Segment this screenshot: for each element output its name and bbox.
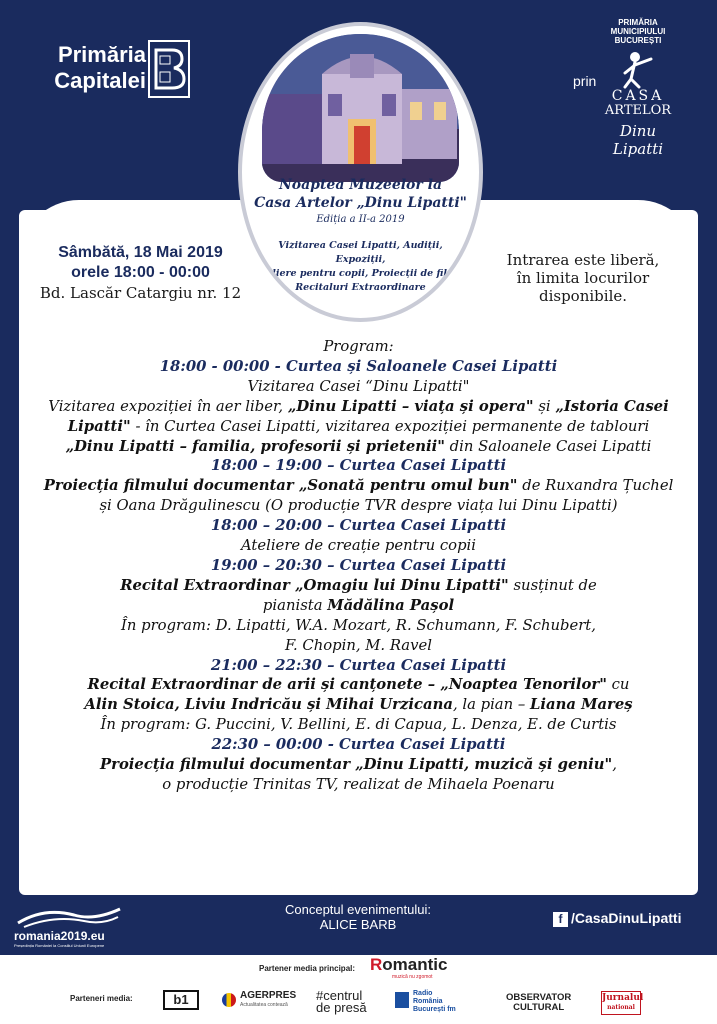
agerpres-text: AGERPRES	[240, 990, 297, 1001]
event-hours: orele 18:00 - 00:00	[71, 264, 210, 281]
text-part: cu	[606, 676, 630, 694]
exhibition-title: „Dinu Lipatti – familia, profesorii și prietenii"	[65, 437, 445, 455]
activities-line3: Recitaluri Extraordinare	[295, 282, 426, 293]
entry-line1: Intrarea este liberă,	[506, 251, 660, 269]
agerpres-icon	[222, 993, 236, 1007]
agerpres-subtext: Actualitatea contează	[240, 1002, 288, 1008]
text-part: din Saloanele Casei Lipatti	[444, 437, 652, 455]
slot5-line2	[28, 695, 689, 715]
observator-line1: OBSERVATOR	[506, 992, 572, 1003]
slot-heading-4: 19:00 – 20:30 – Curtea Casei Lipatti	[210, 556, 507, 574]
concept-label: Conceptul evenimentului:	[285, 902, 431, 917]
text-part: , la pian –	[452, 696, 530, 714]
event-title-line2: Casa Artelor „Dinu Lipatti"	[254, 195, 467, 211]
slot-heading-6: 22:30 – 00:00 - Curtea Casei Lipatti	[211, 736, 506, 754]
radio-line2: România	[413, 998, 443, 1005]
slot4-line1	[28, 576, 689, 596]
slot-heading-1: 18:00 - 00:00 - Curtea și Saloanele Casei Lipatti	[159, 357, 558, 375]
text-part: ,	[612, 756, 617, 774]
observator-line2: CULTURAL	[513, 1002, 565, 1013]
recital-title: Recital Extraordinar de arii și canțonete – „Noaptea Tenorilor"	[87, 676, 607, 694]
slot-heading-3: 18:00 – 20:00 – Curtea Casei Lipatti	[210, 517, 507, 535]
slot-heading-2: 18:00 – 19:00 – Curtea Casei Lipatti	[210, 457, 507, 475]
event-address: Bd. Lascăr Catargiu nr. 12	[39, 284, 242, 302]
exhibition-title: Lipatti"	[67, 417, 131, 435]
entry-info	[483, 251, 683, 305]
exhibition-title: „Dinu Lipatti – viața și opera"	[287, 397, 534, 415]
logo-text-line1: Primăria	[57, 42, 146, 67]
activities-line1: Vizitarea Casei Lipatti, Audiții, Expoziții,	[278, 240, 443, 265]
logo-primaria-line2: MUNICIPIULUI	[610, 27, 666, 36]
entry-line3: disponibile.	[538, 287, 628, 305]
bucharest-b-icon	[148, 40, 190, 98]
film-title: Proiecția filmului documentar „Dinu Lipatti, muzică și geniu"	[100, 756, 613, 774]
pianist-name: Liana Mareș	[529, 696, 633, 714]
slot6-line1	[28, 755, 689, 775]
jurnal-line1: Jurnalul	[602, 993, 644, 1003]
slot1-line1: Vizitarea Casei “Dinu Lipatti"	[247, 377, 470, 395]
b1-logo: b1	[163, 990, 199, 1010]
partners-label: Parteneri media:	[70, 994, 133, 1003]
romania2019-text: romania2019.eu	[14, 929, 105, 943]
event-date: Sâmbătă, 18 Mai 2019	[58, 244, 223, 261]
slot2-line2: și Oana Drăgulinescu (O producție TVR despre viața lui Dinu Lipatti)	[99, 497, 618, 515]
slot4-line2	[28, 596, 689, 616]
slot2-line1	[28, 476, 689, 496]
centrul-line1: #centrul	[316, 988, 363, 1003]
agerpres-logo	[222, 989, 302, 1013]
recital-title: Recital Extraordinar „Omagiu lui Dinu Lipatti"	[120, 576, 509, 594]
logo-artelor: ARTELOR	[604, 103, 672, 118]
slot-heading-5: 21:00 – 22:30 – Curtea Casei Lipatti	[210, 656, 507, 674]
slot1-line3	[28, 417, 689, 437]
film-title: Proiecția filmului documentar „Sonată pentru omul bun"	[43, 477, 518, 495]
slot6-line2: o producție Trinitas TV, realizat de Mihaela Poenaru	[162, 775, 555, 793]
program-label: Program:	[323, 338, 394, 355]
event-title-line1: Noaptea Muzeelor la	[278, 177, 443, 193]
observator-cultural-logo	[506, 993, 571, 1013]
exhibition-title: „Istoria Casei	[555, 397, 669, 415]
pianist-figure-icon	[613, 49, 663, 89]
slot5-line3: În program: G. Puccini, V. Bellini, E. di Capua, L. Denza, E. de Curtis	[100, 716, 617, 734]
romania2019-logo	[14, 903, 124, 948]
event-oval	[238, 22, 483, 322]
program-section	[28, 337, 689, 795]
logo-primaria-line3: BUCUREȘTI	[614, 36, 662, 45]
slot4-line3: În program: D. Lipatti, W.A. Mozart, R. Schumann, F. Schubert,	[121, 616, 596, 634]
logo-primaria-line1: PRIMĂRIA	[618, 18, 658, 27]
slot3-line1: Ateliere de creație pentru copii	[240, 537, 477, 555]
slot4-line4: F. Chopin, M. Ravel	[285, 636, 432, 654]
centrul-line2: de presă	[316, 1000, 367, 1015]
jurnalul-national-logo	[601, 991, 644, 1015]
jurnal-line2: national	[607, 1004, 635, 1011]
concept-name: ALICE BARB	[319, 917, 397, 932]
wave-icon	[14, 903, 124, 929]
activities-line2: Ateliere pentru copii, Proiecții de filme,	[254, 268, 467, 279]
primaria-capitalei-logo	[18, 40, 198, 110]
date-block	[33, 243, 248, 303]
pianist-name: Mădălina Pașol	[327, 596, 455, 614]
romantic-text: omantic	[382, 955, 448, 974]
facebook-icon: f	[553, 912, 568, 927]
logo-signature: Dinu Lipatti	[612, 122, 664, 158]
main-partner-label: Partener media principal:	[259, 964, 356, 973]
radio-line1: Radio	[413, 990, 433, 997]
text-part: susținut de	[508, 576, 597, 594]
radio-line3: București fm	[413, 1006, 456, 1013]
concept-block	[238, 902, 478, 932]
romantic-tagline: muzică nu zgomot	[392, 974, 433, 980]
house-photo	[262, 34, 459, 182]
radio-icon	[395, 992, 409, 1008]
centrul-de-presa-logo	[316, 990, 367, 1014]
performers: Alin Stoica, Liviu Indricău și Mihai Urzicana	[84, 696, 453, 714]
logo-casa: CASA	[611, 88, 665, 104]
text-part: pianista	[262, 596, 328, 614]
text-part: - în Curtea Casei Lipatti, vizitarea expoziției permanente de tablouri	[130, 417, 650, 435]
text-part: Vizitarea expoziției în aer liber,	[48, 397, 288, 415]
event-edition: Ediția a II-a 2019	[316, 214, 405, 225]
slot1-line4	[28, 437, 689, 457]
facebook-link[interactable]	[553, 910, 681, 927]
facebook-handle: /CasaDinuLipatti	[571, 910, 682, 926]
slot5-line1	[28, 675, 689, 695]
text-part: și	[533, 397, 556, 415]
romania2019-subtext: Președinția României la Consiliul Uniunii Europene	[14, 943, 105, 948]
casa-artelor-logo	[593, 18, 683, 158]
entry-line2: în limita locurilor	[516, 269, 650, 287]
radio-romania-logo	[395, 990, 485, 1014]
text-part: de Ruxandra Țuchel	[517, 477, 674, 495]
romantic-logo: Romantic	[370, 955, 448, 974]
slot1-line2	[28, 397, 689, 417]
prin-text: prin	[573, 73, 597, 89]
logo-text-line2: Capitalei	[54, 68, 146, 93]
